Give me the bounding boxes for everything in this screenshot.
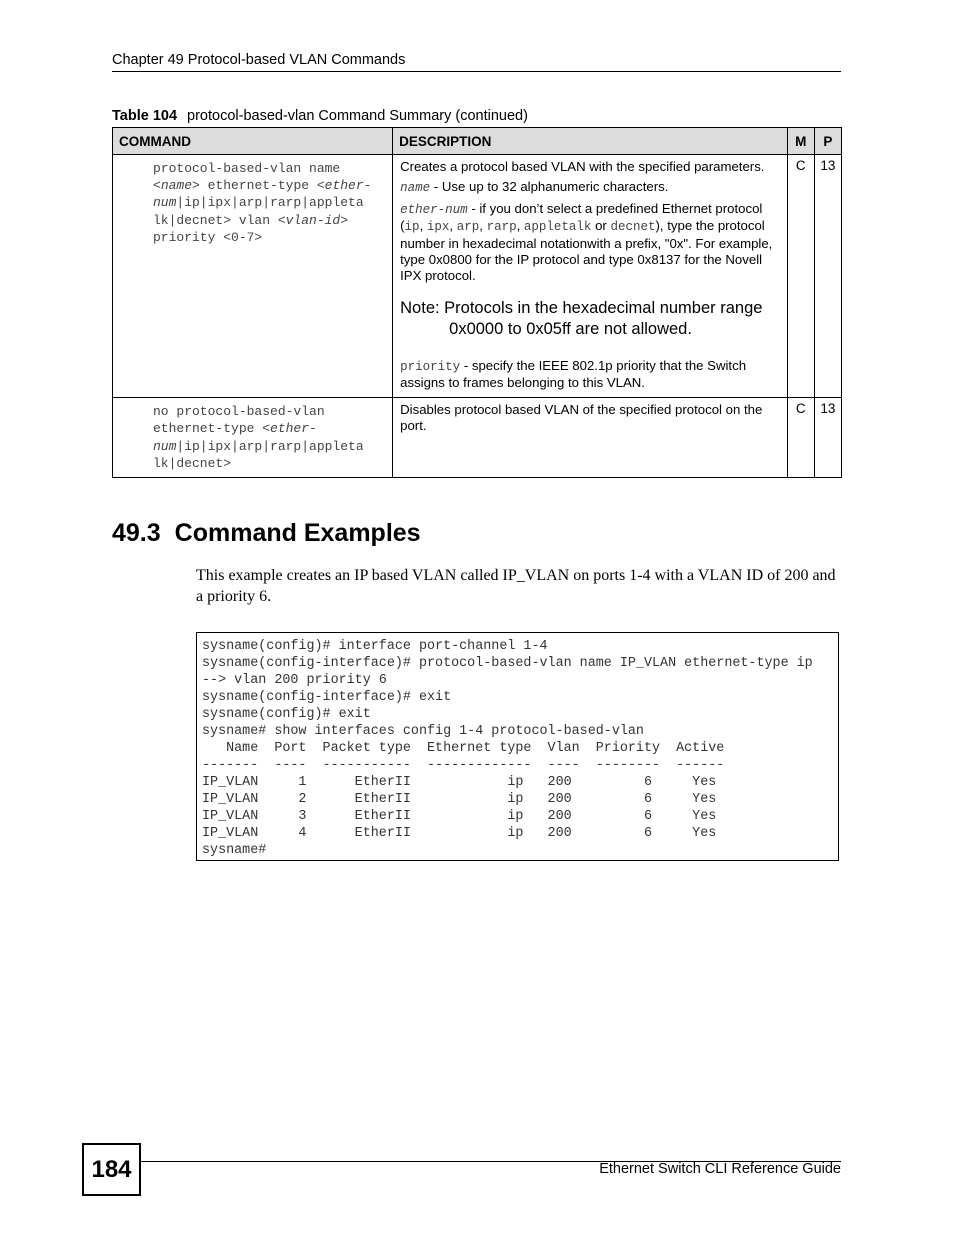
param-text: - Use up to 32 alphanumeric characters. (430, 178, 669, 194)
guide-title: Ethernet Switch CLI Reference Guide (599, 1161, 841, 1177)
keyword-appletalk: appletalk (523, 220, 592, 235)
table-caption-text: protocol-based-vlan Command Summary (continued) (187, 108, 528, 124)
param-ether-num: ether-num (400, 202, 468, 217)
description-cell (393, 398, 788, 478)
cmd-text: |ip|ipx|arp|rarp|appleta lk|decnet> (153, 438, 364, 471)
section-title: Command Examples (174, 519, 421, 547)
p-cell: 13 (814, 155, 841, 398)
table-header-row (113, 128, 842, 155)
description-cell (393, 155, 788, 398)
table-caption-label: Table 104 (112, 108, 178, 124)
param-name: name (400, 180, 431, 195)
separator: , (479, 218, 487, 234)
cmd-text: |ip|ipx|arp|rarp|appleta lk|decnet> vlan < (153, 195, 364, 228)
param-ether-desc (400, 201, 780, 284)
note-box (400, 298, 780, 340)
m-cell: C (787, 155, 814, 398)
header-divider (112, 71, 841, 72)
param-text: or (591, 218, 611, 234)
param-text: ), type the protocol number in hexadecimal notationwith a prefix, "0x". For example, type 0x0800 for the IP protocol and type 0x8137 for the Novell IPX protocol. (400, 218, 773, 283)
note-line: Note: Protocols in the hexadecimal number range (400, 298, 763, 317)
header-p: P (814, 128, 841, 155)
cmd-text: > priority <0-7> (153, 212, 349, 245)
param-priority: priority (400, 359, 461, 374)
cmd-text: protocol-based-vlan name < (153, 161, 341, 194)
description-text: Disables protocol based VLAN of the specified protocol on the port. (400, 402, 763, 433)
keyword-ipx: ipx (426, 220, 450, 235)
param-text: - if you don’t select a predefined Ethernet protocol ( (400, 200, 763, 234)
cmd-param: ether- num (153, 421, 317, 454)
param-name-desc (400, 179, 780, 197)
cmd-param: name (160, 178, 193, 194)
command-summary-table (112, 127, 842, 478)
table-caption (112, 108, 528, 124)
code-example: sysname(config)# interface port-channel 1-4 sysname(config-interface)# protocol-based-vlan name IP_VLAN ethernet-type ip --> vlan 200 priority 6 sysname(config-interface)# exit sysname(config)# exit sysname# show interfaces config 1-4 protocol-based-vlan Name Port Packet type Ethernet type Vlan Priority Active ------- ---- ----------- ------------- ---- -------- ------ IP_VLAN 1 EtherII ip 200 6 Yes IP_VLAN 2 EtherII ip 200 6 Yes IP_VLAN 3 EtherII ip 200 6 Yes IP_VLAN 4 EtherII ip 200 6 Yes sysname# (202, 639, 813, 858)
keyword-ip: ip (404, 220, 420, 235)
section-heading (112, 519, 421, 548)
keyword-arp: arp (456, 220, 480, 235)
command-syntax (114, 156, 391, 252)
keyword-rarp: rarp (486, 220, 517, 235)
separator: , (419, 218, 427, 234)
m-cell: C (787, 398, 814, 478)
intro-paragraph: This example creates an IP based VLAN called IP_VLAN on ports 1-4 with a VLAN ID of 200 and a priority 6. (196, 567, 836, 605)
table-row (113, 155, 842, 398)
code-example-box (196, 632, 839, 861)
param-text: - specify the IEEE 802.1p priority that the Switch assigns to frames belonging to this VLAN. (400, 357, 747, 391)
chapter-header: Chapter 49 Protocol-based VLAN Commands (112, 52, 406, 68)
table-row (113, 398, 842, 478)
cmd-text: no protocol-based-vlan ethernet-type < (153, 404, 325, 437)
command-cell (113, 155, 393, 398)
page-number: 184 (82, 1143, 141, 1196)
cmd-text: > ethernet-type < (192, 178, 325, 194)
command-syntax (114, 399, 391, 476)
separator: , (516, 218, 524, 234)
separator: , (449, 218, 457, 234)
description-intro: Creates a protocol based VLAN with the specified parameters. (400, 159, 765, 174)
param-priority-desc (400, 358, 780, 392)
header-description: DESCRIPTION (393, 128, 788, 155)
keyword-decnet: decnet (610, 220, 656, 235)
command-cell (113, 398, 393, 478)
p-cell: 13 (814, 398, 841, 478)
note-line: 0x0000 to 0x05ff are not allowed. (449, 319, 692, 338)
header-command: COMMAND (113, 128, 393, 155)
cmd-param: vlan-id (285, 212, 341, 228)
section-number: 49.3 (112, 519, 161, 547)
cmd-param: ether- num (153, 178, 372, 211)
header-m: M (787, 128, 814, 155)
